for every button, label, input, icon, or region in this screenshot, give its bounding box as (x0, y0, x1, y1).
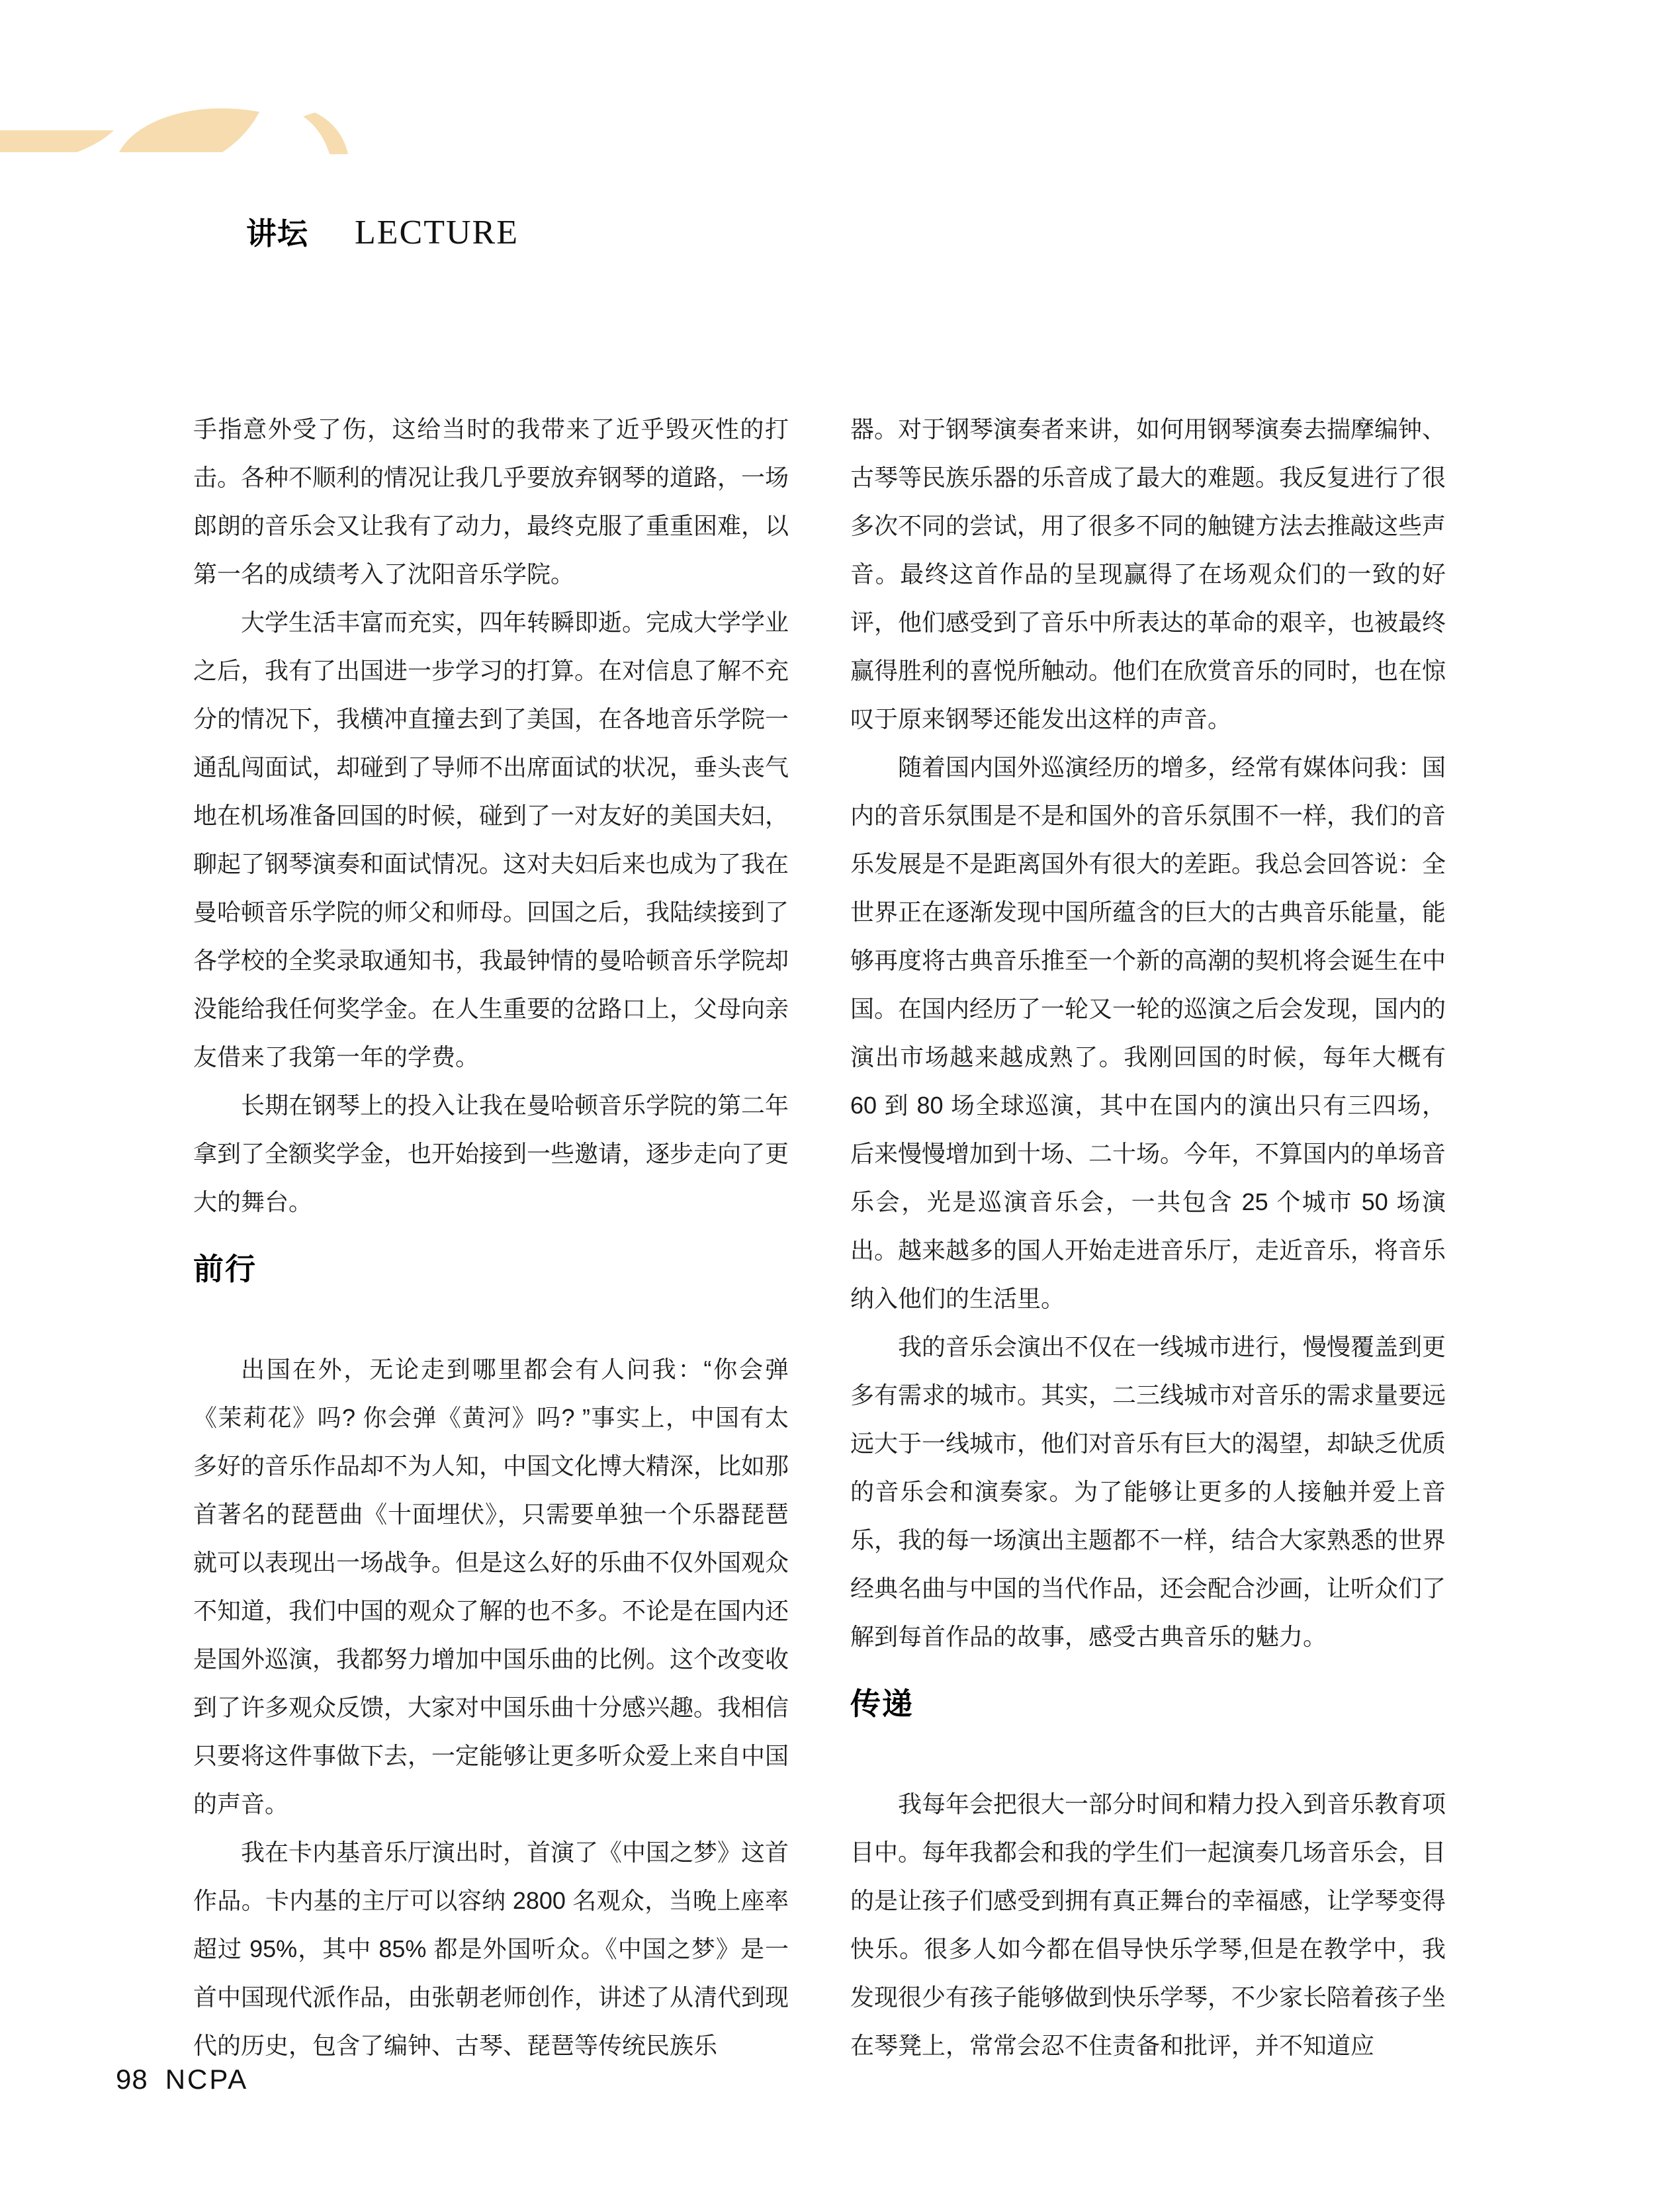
paragraph: 器。对于钢琴演奏者来讲，如何用钢琴演奏去揣摩编钟、古琴等民族乐器的乐音成了最大的难题。我反复进行了很多次不同的尝试，用了很多不同的触键方法去推敲这些声音。最终这首作品的呈现赢得了在场观众们的一致的好评，他们感受到了音乐中所表达的革命的艰辛，也被最终赢得胜利的喜悦所触动。他们在欣赏音乐的同时，也在惊叹于原来钢琴还能发出这样的声音。 (850, 416, 1446, 732)
section-title-zh: 讲坛 (246, 216, 308, 251)
left-column (193, 405, 789, 2070)
paragraph: 我的音乐会演出不仅在一线城市进行，慢慢覆盖到更多有需求的城市。其实，二三线城市对音乐的需求量要远远大于一线城市，他们对音乐有巨大的渴望，却缺乏优质的音乐会和演奏家。为了能够让更多的人接触并爱上音乐，我的每一场演出主题都不一样，结合大家熟悉的世界经典名曲与中国的当代作品，还会配合沙画，让听众们了解到每首作品的故事，感受古典音乐的魅力。 (850, 1333, 1446, 1650)
paragraph: 我每年会把很大一部分时间和精力投入到音乐教育项目中。每年我都会和我的学生们一起演奏几场音乐会，目的是让孩子们感受到拥有真正舞台的幸福感，让学琴变得快乐。很多人如今都在倡导快乐学琴,但是在教学中，我发现很少有孩子能够做到快乐学琴，不少家长陪着孩子坐在琴凳上，常常会忍不住责备和批评，并不知道应 (850, 1790, 1446, 2059)
masthead-swoosh-graphic (0, 93, 596, 175)
paragraph: 出国在外，无论走到哪里都会有人问我：“你会弹《茉莉花》吗? 你会弹《黄河》吗? ”事实上，中国有太多好的音乐作品却不为人知，中国文化博大精深，比如那首著名的琵琶曲《十面埋伏》，只需要单独一个乐器琵琶就可以表现出一场战争。但是这么好的乐曲不仅外国观众不知道，我们中国的观众了解的也不多。不论是在国内还是国外巡演，我都努力增加中国乐曲的比例。这个改变收到了许多观众反馈，大家对中国乐曲十分感兴趣。我相信只要将这件事做下去，一定能够让更多听众爱上来自中国的声音。 (193, 1356, 789, 1817)
paragraph: 随着国内国外巡演经历的增多，经常有媒体问我：国内的音乐氛围是不是和国外的音乐氛围不一样，我们的音乐发展是不是距离国外有很大的差距。我总会回答说：全世界正在逐渐发现中国所蕴含的巨大的古典音乐能量，能够再度将古典音乐推至一个新的高潮的契机将会诞生在中国。在国内经历了一轮又一轮的巡演之后会发现，国内的演出市场越来越成熟了。我刚回国的时候，每年大概有 60 到 80 场全球巡演，其中在国内的演出只有三四场，后来慢慢增加到十场、二十场。今年，不算国内的单场音乐会，光是巡演音乐会，一共包含 25 个城市 50 场演出。越来越多的国人开始走进音乐厅，走近音乐，将音乐纳入他们的生活里。 (850, 754, 1446, 1312)
paragraph: 手指意外受了伤，这给当时的我带来了近乎毁灭性的打击。各种不顺利的情况让我几乎要放弃钢琴的道路，一场郎朗的音乐会又让我有了动力，最终克服了重重困难，以第一名的成绩考入了沈阳音乐学院。 (193, 416, 789, 588)
paragraph: 长期在钢琴上的投入让我在曼哈顿音乐学院的第二年拿到了全额奖学金，也开始接到一些邀请，逐步走向了更大的舞台。 (193, 1092, 789, 1215)
page-folio (116, 2064, 248, 2095)
paragraph: 大学生活丰富而充实，四年转瞬即逝。完成大学学业之后，我有了出国进一步学习的打算。在对信息了解不充分的情况下，我横冲直撞去到了美国，在各地音乐学院一通乱闯面试，却碰到了导师不出席面试的状况，垂头丧气地在机场准备回国的时候，碰到了一对友好的美国夫妇，聊起了钢琴演奏和面试情况。这对夫妇后来也成为了我在曼哈顿音乐学院的师父和师母。回国之后，我陆续接到了各学校的全奖录取通知书，我最钟情的曼哈顿音乐学院却没能给我任何奖学金。在人生重要的岔路口上，父母向亲友借来了我第一年的学费。 (193, 609, 789, 1071)
brand-ncpa: NCPA (165, 2064, 249, 2095)
section-title-en: LECTURE (355, 214, 519, 251)
page-number: 98 (116, 2064, 148, 2095)
paragraph: 我在卡内基音乐厅演出时，首演了《中国之梦》这首作品。卡内基的主厅可以容纳 2800 名观众，当晚上座率超过 95%，其中 85% 都是外国听众。《中国之梦》是一首中国现代派作品，由张朝老师创作，讲述了从清代到现代的历史，包含了编钟、古琴、琵琶等传统民族乐 (193, 1839, 789, 2059)
section-heading-pass-on: 传递 (850, 1686, 914, 1721)
right-column (850, 405, 1446, 2070)
masthead (0, 93, 596, 251)
section-heading-forward: 前行 (193, 1252, 257, 1286)
